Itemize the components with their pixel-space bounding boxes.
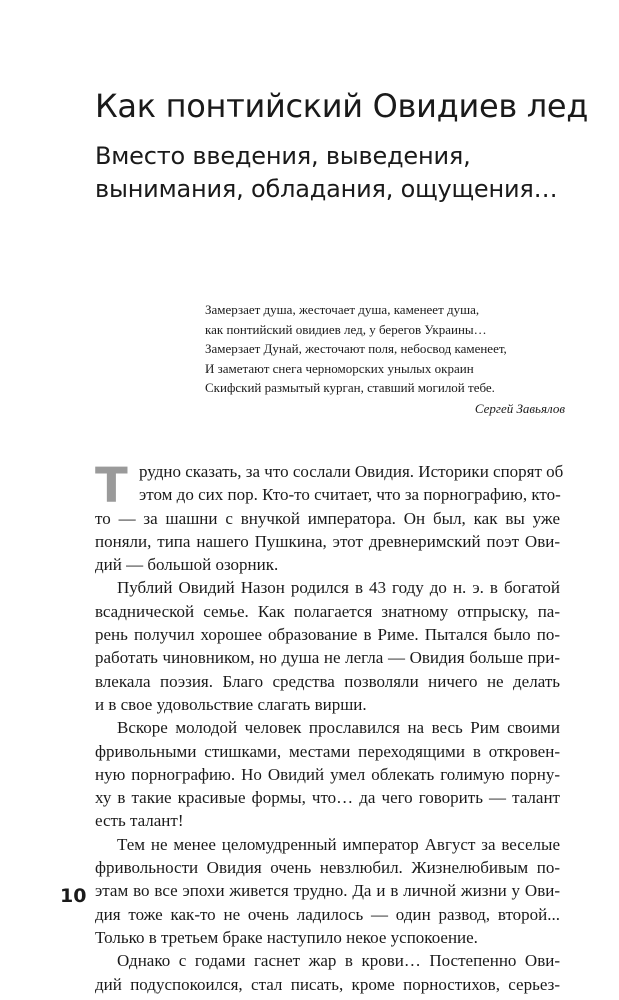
text-line: Тем не менее целомудренный император Август за веселые [117, 834, 560, 854]
text-line: дия тоже как-то не очень ладилось — один развод, второй... [95, 904, 560, 924]
epigraph-line: Замерзает душа, жесточает душа, каменеет душа, [205, 302, 480, 317]
page-number: 10 [60, 885, 87, 907]
text-line: влекала поэзия. Благо средства позволяли ничего не делать [95, 671, 560, 691]
text-line: есть талант! [95, 811, 184, 831]
drop-cap: Т [95, 458, 128, 514]
chapter-subtitle-line: Вместо введения, выведения, [95, 142, 471, 170]
text-line: Однако с годами гаснет жар в крови… Постепенно Ови- [117, 951, 560, 971]
text-line: дий — большой озорник. [95, 555, 279, 575]
text-line: этом до сих пор. Кто-то считает, что за порнографию, кто- [139, 485, 561, 505]
text-line: то — за шашни с внучкой императора. Он был, как вы уже [95, 508, 560, 528]
text-line: рень получил хорошее образование в Риме. Пытался было по- [95, 625, 560, 645]
epigraph-author: Сергей Завьялов [474, 400, 565, 416]
chapter-subtitle-line: вынимания, обладания, ощущения… [95, 175, 558, 203]
epigraph-line: Замерзает Дунай, жесточают поля, небосвод каменеет, [205, 341, 507, 356]
epigraph-line: Скифский размытый курган, ставший могилой тебе. [205, 380, 495, 395]
text-line: работать чиновником, но душа не легла — Овидия больше при- [95, 648, 560, 668]
text-line: Только в третьем браке наступило некое успокоение. [95, 927, 478, 947]
text-line: рудно сказать, за что сослали Овидия. Историки спорят об [139, 462, 564, 481]
text-line: ную порнографию. Но Овидий умел облекать голимую порну- [95, 764, 560, 784]
epigraph [205, 300, 565, 418]
text-line: Публий Овидий Назон родился в 43 году до н. э. в богатой [117, 578, 560, 598]
body-text [95, 460, 564, 996]
text-line: Вскоре молодой человек прославился на весь Рим своими [117, 718, 560, 738]
text-line: дий подуспокоился, стал писать, кроме порностихов, серьез- [95, 974, 560, 994]
epigraph-line: как понтийский овидиев лед, у берегов Украины… [205, 321, 487, 337]
text-line: фривольными стишками, местами переходящими в откровен- [95, 741, 560, 761]
text-line: этам во все эпохи живется трудно. Да и в личной жизни у Ови- [95, 881, 560, 901]
text-line: и в свое удовольствие слагать вирши. [95, 694, 367, 714]
text-line: всаднической семье. Как полагается знатному отпрыску, па- [95, 601, 560, 621]
chapter-subtitle [95, 140, 595, 206]
epigraph-line: И заметают снега черноморских унылых окраин [205, 360, 474, 376]
text-line: фривольности Овидия очень невзлюбил. Жизнелюбивым по- [95, 858, 560, 878]
chapter-title: Как понтийский Овидиев лед [95, 87, 589, 125]
text-line: поняли, типа нашего Пушкина, этот древнеримский поэт Ови- [95, 531, 560, 551]
text-line: ху в такие красивые формы, что… да чего говорить — талант [95, 788, 560, 808]
